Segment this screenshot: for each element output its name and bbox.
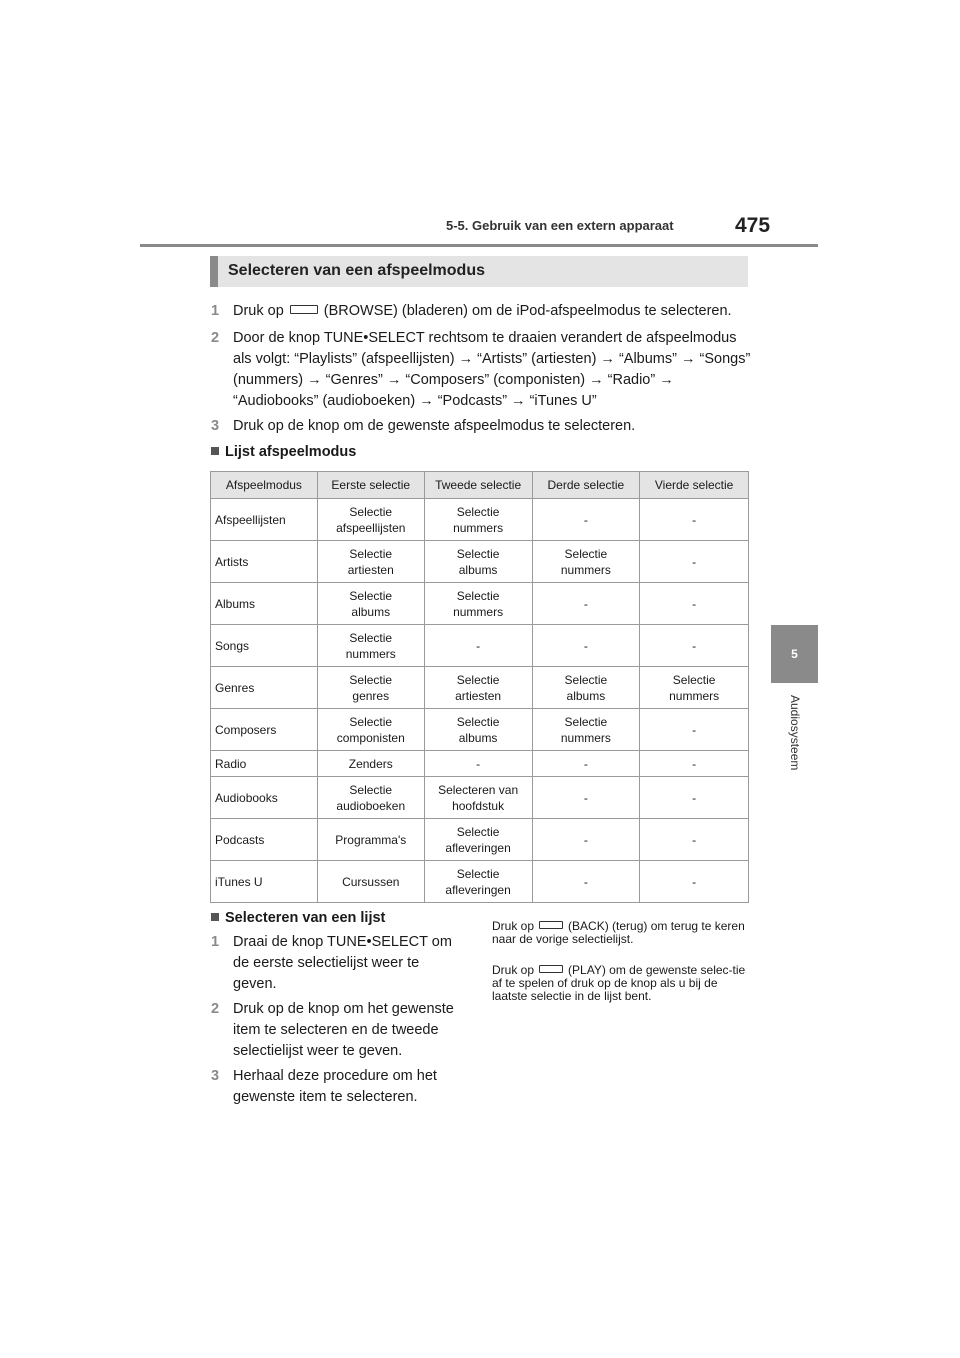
chapter-label-text: Audiosysteem — [788, 695, 802, 771]
table-row-mode: Songs — [211, 625, 318, 667]
col-header: Afspeelmodus — [211, 472, 318, 499]
playback-mode-table — [210, 471, 749, 903]
note-play — [492, 964, 750, 1003]
note-text: (BACK) (terug) om terug te keren naar de vorige selectielijst. — [492, 919, 745, 946]
select-list-heading-text: Selecteren van een lijst — [225, 910, 386, 926]
col-header: Tweede selectie — [424, 472, 532, 499]
step-3 — [211, 416, 751, 437]
table-cell: Programma's — [317, 819, 424, 861]
list-heading — [211, 444, 356, 460]
list-step-3 — [211, 1066, 466, 1108]
list-step-1 — [211, 932, 466, 995]
step-text: Herhaal deze procedure om het gewenste item te selecteren. — [233, 1068, 437, 1105]
table-cell: Selectie albums — [424, 709, 532, 751]
table-body — [211, 499, 749, 903]
table-cell: Selectie afspeellijsten — [317, 499, 424, 541]
table-cell: - — [640, 861, 749, 903]
table-cell: Selectie artiesten — [317, 541, 424, 583]
table-row — [211, 751, 749, 777]
table-cell: Selectie albums — [317, 583, 424, 625]
table-cell: Selectie albums — [532, 667, 640, 709]
table-row — [211, 499, 749, 541]
step-1 — [211, 301, 751, 322]
table-cell: - — [424, 625, 532, 667]
table-cell: Selectie nummers — [424, 583, 532, 625]
table-cell: Selectie nummers — [532, 709, 640, 751]
step-2 — [211, 328, 751, 412]
bullet-square-icon — [211, 913, 219, 921]
step-text: Druk op de knop om de gewenste afspeelmodus te selecteren. — [233, 418, 636, 434]
table-cell: - — [640, 819, 749, 861]
table-row — [211, 777, 749, 819]
table-row-mode: Artists — [211, 541, 318, 583]
table-cell: - — [640, 499, 749, 541]
chapter-label — [786, 695, 804, 825]
table-cell: - — [640, 583, 749, 625]
step-text: Druk op de knop om het gewenste item te selecteren en de tweede selectielijst weer te geven. — [233, 1001, 454, 1059]
select-list-heading — [211, 910, 385, 926]
play-button-icon — [539, 965, 563, 973]
table-cell: - — [532, 625, 640, 667]
back-button-icon — [539, 921, 563, 929]
section-title-header: 5-5. Gebruik van een extern apparaat — [446, 218, 674, 233]
table-row — [211, 861, 749, 903]
table-row — [211, 625, 749, 667]
chapter-tab — [771, 625, 818, 683]
table-cell: Selectie afleveringen — [424, 819, 532, 861]
table-cell: - — [640, 541, 749, 583]
step-text: Door de knop TUNE•SELECT rechtsom te draaien verandert de afspeelmodus als volgt: “Playlists” (afspeellijsten) → “Artists” (artiesten) → “Albums” → “Songs” (nummers) → “Genres” → “Composers” (componisten) → “Radio” → “Audiobooks” (audioboeken) → “Podcasts” → “iTunes U” — [233, 330, 751, 409]
table-cell: Selectie afleveringen — [424, 861, 532, 903]
note-text: Druk op — [492, 919, 535, 933]
table-cell: Selectie nummers — [317, 625, 424, 667]
bullet-square-icon — [211, 447, 219, 455]
list-step-2 — [211, 999, 466, 1062]
table-cell: - — [424, 751, 532, 777]
table-row — [211, 583, 749, 625]
table-row-mode: iTunes U — [211, 861, 318, 903]
step-number: 3 — [211, 418, 220, 434]
table-row-mode: Audiobooks — [211, 777, 318, 819]
section-heading — [210, 256, 748, 287]
col-header: Eerste selectie — [317, 472, 424, 499]
step-text: (BROWSE) (bladeren) om de iPod-afspeelmodus te selecteren. — [323, 303, 732, 319]
browse-button-icon — [290, 305, 318, 314]
step-number: 1 — [211, 934, 220, 950]
table-cell: Selectie nummers — [532, 541, 640, 583]
table-cell: - — [532, 499, 640, 541]
note-back — [492, 920, 750, 946]
page-number: 475 — [735, 214, 771, 237]
step-number: 3 — [211, 1068, 220, 1084]
table-cell: - — [640, 625, 749, 667]
table-cell: - — [532, 583, 640, 625]
table-cell: Selectie nummers — [640, 667, 749, 709]
table-cell: Zenders — [317, 751, 424, 777]
table-cell: Selectie genres — [317, 667, 424, 709]
col-header: Vierde selectie — [640, 472, 749, 499]
table-row — [211, 709, 749, 751]
step-number: 2 — [211, 1001, 220, 1017]
table-row-mode: Radio — [211, 751, 318, 777]
table-cell: Selectie artiesten — [424, 667, 532, 709]
table-row-mode: Genres — [211, 667, 318, 709]
table-cell: - — [532, 751, 640, 777]
table-cell: - — [532, 777, 640, 819]
table-cell: - — [640, 709, 749, 751]
table-cell: Selectie componisten — [317, 709, 424, 751]
note-text: (PLAY) om de gewenste selec-tie af te spelen of druk op de knop als u bij de laatste selectie in de lijst bent. — [492, 963, 746, 1003]
table-cell: - — [532, 819, 640, 861]
table-row-mode: Podcasts — [211, 819, 318, 861]
table-cell: Selectie audioboeken — [317, 777, 424, 819]
list-heading-text: Lijst afspeelmodus — [225, 444, 357, 460]
step-text: Draai de knop TUNE•SELECT om de eerste selectielijst weer te geven. — [233, 934, 452, 992]
table-row-mode: Afspeellijsten — [211, 499, 318, 541]
table-cell: - — [532, 861, 640, 903]
table-row — [211, 819, 749, 861]
step-text: Druk op — [233, 303, 284, 319]
table-row-mode: Composers — [211, 709, 318, 751]
table-cell: Selecteren van hoofdstuk — [424, 777, 532, 819]
step-number: 1 — [211, 303, 220, 319]
table-row-mode: Albums — [211, 583, 318, 625]
table-cell: Selectie nummers — [424, 499, 532, 541]
table-cell: - — [640, 751, 749, 777]
table-cell: Cursussen — [317, 861, 424, 903]
note-text: Druk op — [492, 963, 535, 977]
table-row — [211, 541, 749, 583]
step-number: 2 — [211, 330, 220, 346]
col-header: Derde selectie — [532, 472, 640, 499]
table-row — [211, 667, 749, 709]
section-heading-text: Selecteren van een afspeelmodus — [228, 262, 485, 279]
table-cell: Selectie albums — [424, 541, 532, 583]
table-cell: - — [640, 777, 749, 819]
header-rule — [140, 244, 818, 247]
chapter-number: 5 — [791, 647, 798, 661]
